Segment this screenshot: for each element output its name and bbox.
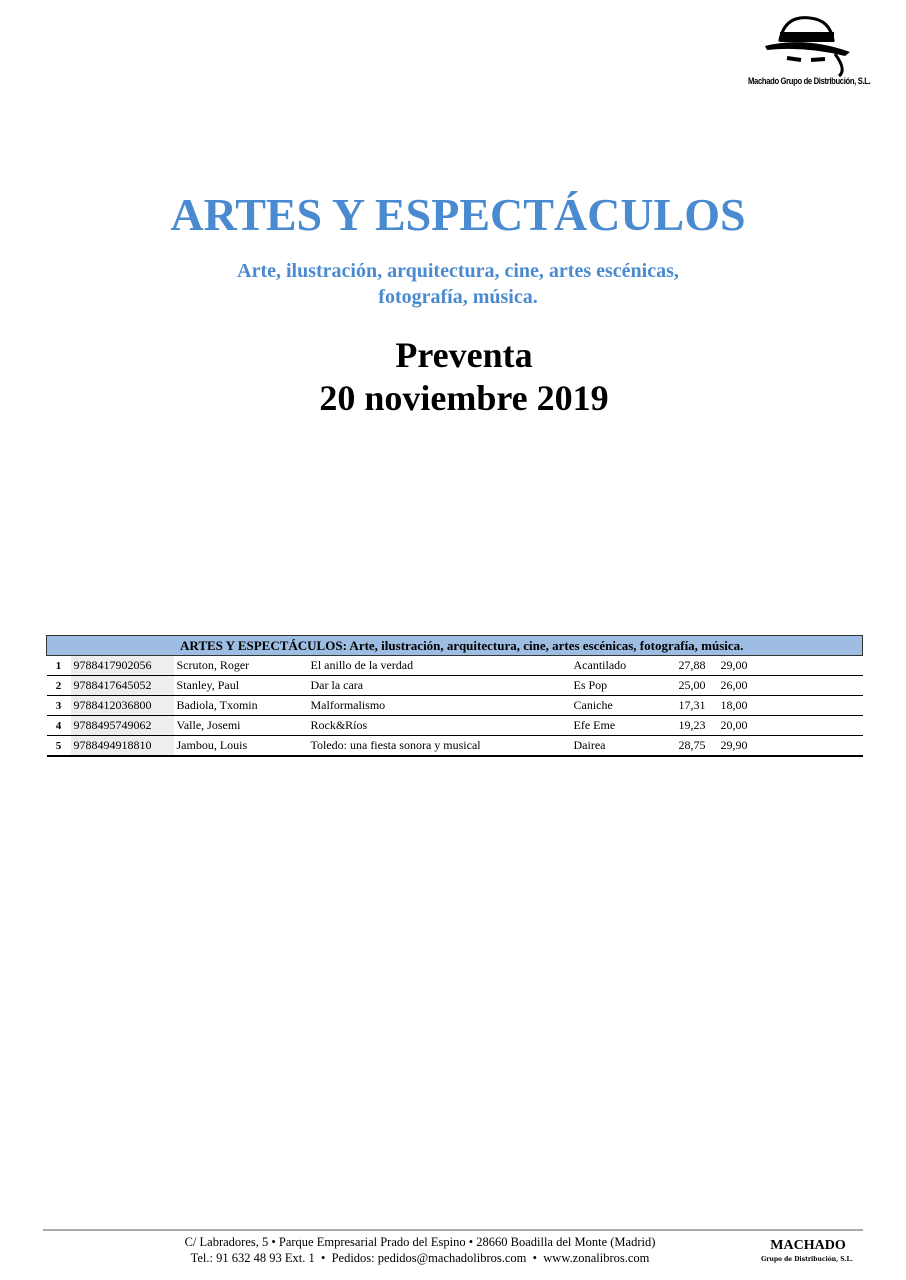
cell-title: El anillo de la verdad (308, 656, 571, 676)
cell-n: 5 (47, 736, 71, 757)
cell-publisher: Caniche (571, 696, 663, 716)
cell-price: 29,90 (709, 736, 863, 757)
footer-brand-sub: Grupo de Distribución, S.L. (761, 1256, 853, 1263)
cell-title: Rock&Ríos (308, 716, 571, 736)
subtitle-line: Arte, ilustración, arquitectura, cine, artes escénicas, (237, 260, 679, 282)
presale-date: 20 noviembre 2019 (319, 378, 609, 418)
cell-title: Malformalismo (308, 696, 571, 716)
cell-n: 1 (47, 656, 71, 676)
cell-author: Stanley, Paul (174, 676, 308, 696)
table-heading: ARTES Y ESPECTÁCULOS: Arte, ilustración, arquitectura, cine, artes escénicas, fotografía, música. (47, 636, 863, 656)
cell-title: Toledo: una fiesta sonora y musical (308, 736, 571, 757)
cell-isbn: 9788495749062 (71, 716, 174, 736)
cell-author: Jambou, Louis (174, 736, 308, 757)
subtitle-line: fotografía, música. (378, 286, 538, 308)
cell-author: Badiola, Txomin (174, 696, 308, 716)
presale-label: Preventa (395, 335, 533, 375)
cell-publisher: Dairea (571, 736, 663, 757)
cell-isbn: 9788417902056 (71, 656, 174, 676)
cell-price-net: 25,00 (663, 676, 709, 696)
logo-text: Machado Grupo de Distribución, S.L. (748, 76, 871, 86)
cell-price: 29,00 (709, 656, 863, 676)
page-subtitle (0, 258, 906, 310)
cell-price-net: 19,23 (663, 716, 709, 736)
cell-price-net: 27,88 (663, 656, 709, 676)
cell-price: 18,00 (709, 696, 863, 716)
cell-price: 26,00 (709, 676, 863, 696)
page-title: ARTES Y ESPECTÁCULOS (170, 189, 746, 240)
footer-divider (43, 1229, 863, 1231)
cell-isbn: 9788494918810 (71, 736, 174, 757)
hat-man-icon (735, 10, 885, 80)
cell-n: 3 (47, 696, 71, 716)
cell-author: Valle, Josemi (174, 716, 308, 736)
cell-publisher: Efe Eme (571, 716, 663, 736)
cell-isbn: 9788417645052 (71, 676, 174, 696)
cell-n: 2 (47, 676, 71, 696)
table-row (47, 716, 863, 736)
cell-n: 4 (47, 716, 71, 736)
cell-price-net: 17,31 (663, 696, 709, 716)
cell-publisher: Acantilado (571, 656, 663, 676)
footer-contact: Tel.: 91 632 48 93 Ext. 1 • Pedidos: pedidos@machadolibros.com • www.zonalibros.com (190, 1251, 650, 1265)
presale-heading (0, 334, 906, 420)
book-table (46, 635, 863, 757)
cell-author: Scruton, Roger (174, 656, 308, 676)
table-row (47, 676, 863, 696)
table-row (47, 736, 863, 757)
cell-title: Dar la cara (308, 676, 571, 696)
cell-isbn: 9788412036800 (71, 696, 174, 716)
cell-price: 20,00 (709, 716, 863, 736)
footer-brand: MACHADO (770, 1238, 846, 1253)
cell-publisher: Es Pop (571, 676, 663, 696)
table-row (47, 696, 863, 716)
footer-address: C/ Labradores, 5 • Parque Empresarial Prado del Espino • 28660 Boadilla del Monte (Madrid) (184, 1235, 656, 1249)
table-row (47, 656, 863, 676)
cell-price-net: 28,75 (663, 736, 709, 757)
